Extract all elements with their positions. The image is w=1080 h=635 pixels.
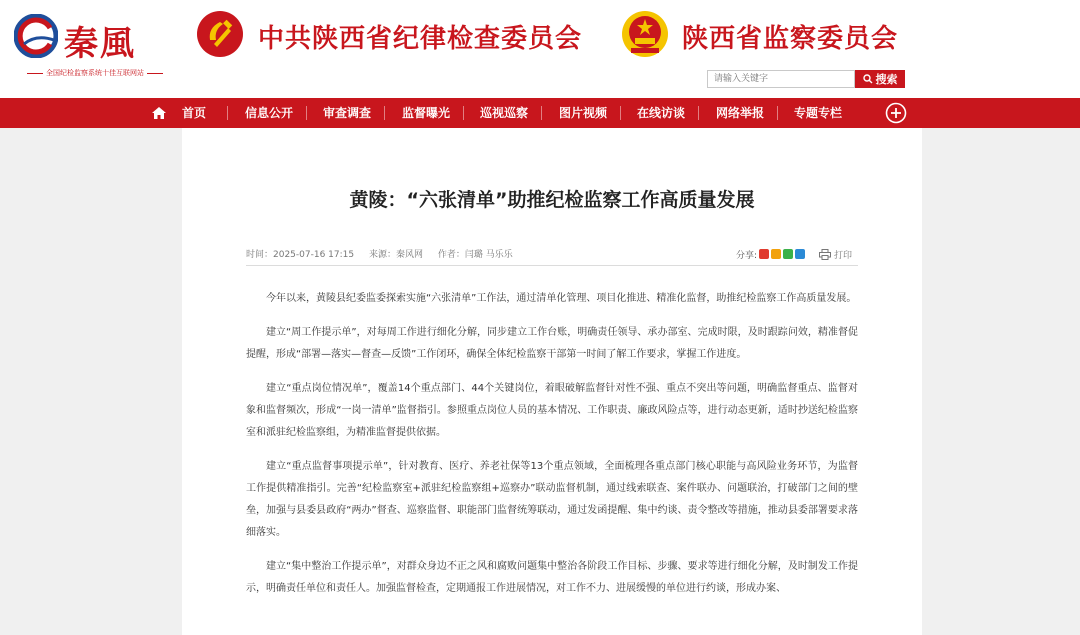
weibo-icon[interactable]	[759, 249, 769, 259]
nav-divider	[463, 106, 464, 120]
article-meta	[246, 247, 525, 260]
meta-divider	[246, 265, 858, 266]
nav-item-exposure[interactable]: 监督曝光	[402, 106, 451, 120]
article-title: 黄陵：“六张清单”助推纪检监察工作高质量发展	[349, 189, 755, 211]
article-source: 来源：秦风网	[368, 250, 423, 260]
nav-divider	[227, 106, 228, 120]
nav-item-home[interactable]: 首页	[182, 106, 207, 120]
wechat-icon[interactable]	[783, 249, 793, 259]
search-button[interactable]	[855, 70, 905, 88]
nav-divider	[306, 106, 307, 120]
qzone-icon[interactable]	[771, 249, 781, 259]
article-author: 作者：闫璐 马乐乐	[437, 250, 513, 260]
nav-divider	[777, 106, 778, 120]
main-nav	[0, 98, 1080, 128]
logo-slogan: 全国纪检监察系统十佳互联网站	[10, 68, 180, 78]
search-input[interactable]	[707, 70, 855, 88]
party-emblem-icon	[196, 10, 244, 58]
search-icon	[863, 74, 873, 84]
article-container	[182, 128, 922, 635]
print-button[interactable]	[819, 248, 852, 261]
nav-item-info[interactable]: 信息公开	[245, 106, 294, 120]
nav-item-topics[interactable]: 专题专栏	[794, 106, 843, 120]
more-share-icon[interactable]	[795, 249, 805, 259]
article-body	[246, 288, 858, 612]
national-emblem-icon	[621, 10, 669, 58]
search-button-label: 搜索	[875, 73, 898, 86]
nav-item-interview[interactable]: 在线访谈	[637, 106, 686, 120]
nav-item-report[interactable]: 网络举报	[716, 106, 765, 120]
logo-text: 秦風	[64, 24, 136, 64]
publish-time: 时间：2025-07-16 17:15	[246, 250, 355, 260]
article-paragraph: 建立“重点监督事项提示单”，针对教育、医疗、养老社保等13个重点领域，全面梳理各重点部门核心职能与高风险业务环节，为监督工作提供精准指引。完善“纪检监察室+派驻纪检监察组+巡察办”联动监督机制，通过线索联查、案件联办、问题联治，打破部门之间的壁垒，加强与县委县政府“两办”督查、巡察监督、职能部门监督统筹联动，通过发函提醒、集中约谈、责令整改等措施，推动县委部署要求落细落实。	[246, 461, 858, 538]
article-paragraph: 建立“重点岗位情况单”，覆盖14个重点部门、44个关键岗位，着眼破解监督针对性不强、重点不突出等问题，明确监督重点、监督对象和监督频次，形成“一岗一清单”监督指引。参照重点岗位人员的基本情况、工作职责、廉政风险点等，进行动态更新，适时抄送纪检监察室和派驻纪检监察组，为精准监督提供依据。	[246, 383, 858, 438]
site-logo[interactable]	[10, 10, 180, 80]
plus-circle-icon[interactable]	[885, 102, 907, 124]
nav-item-investigation[interactable]: 审查调查	[323, 106, 372, 120]
nav-item-media[interactable]: 图片视频	[559, 106, 608, 120]
nav-divider	[541, 106, 542, 120]
article-paragraph: 建立“周工作提示单”，对每周工作进行细化分解，同步建立工作台账，明确责任领导、承办部室、完成时限，及时跟踪问效，精准督促提醒，形成“部署—落实—督查—反馈”工作闭环，确保全体纪检监察干部第一时间了解工作要求，掌握工作进度。	[246, 327, 858, 360]
share-label: 分享:	[736, 250, 758, 261]
nav-divider	[384, 106, 385, 120]
nav-item-inspection[interactable]: 巡视巡察	[480, 106, 529, 120]
site-header	[0, 0, 1080, 98]
org-name-supervision: 陕西省监察委员会	[682, 24, 899, 54]
article-paragraph: 建立“集中整治工作提示单”，对群众身边不正之风和腐败问题集中整治各阶段工作目标、步骤、要求等进行细化分解，及时制发工作提示，明确责任单位和责任人。加强监督检查，定期通报工作进展情况，对工作不力、进展缓慢的单位进行约谈，形成办案、	[246, 561, 858, 594]
qinfeng-logo-icon	[14, 14, 58, 58]
print-label: 打印	[834, 250, 853, 261]
search-bar	[707, 70, 905, 88]
article-paragraph: 今年以来，黄陵县纪委监委探索实施“六张清单”工作法，通过清单化管理、项目化推进、精准化监督，助推纪检监察工作高质量发展。	[266, 293, 857, 304]
home-icon[interactable]	[151, 105, 167, 121]
nav-divider	[620, 106, 621, 120]
nav-divider	[698, 106, 699, 120]
share-bar	[736, 246, 852, 262]
org-name-commission: 中共陕西省纪律检查委员会	[258, 24, 583, 54]
printer-icon	[819, 249, 831, 260]
